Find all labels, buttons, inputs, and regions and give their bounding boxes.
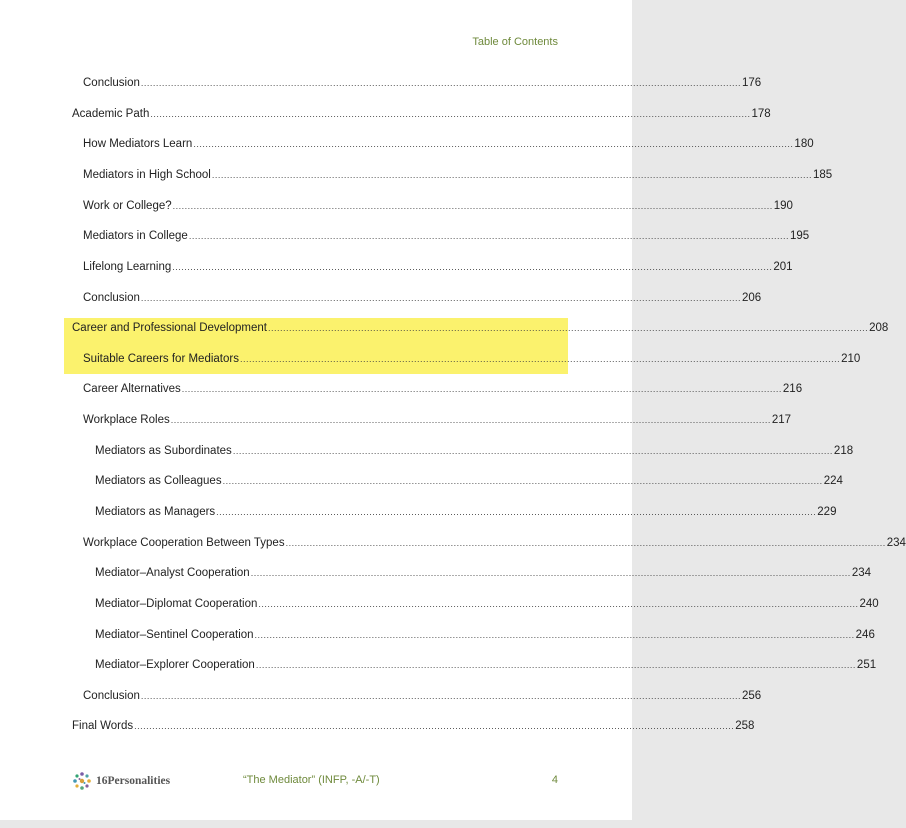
- footer-document-title: “The Mediator” (INFP, -A/-T): [243, 774, 380, 786]
- toc-entry[interactable]: [95, 628, 875, 642]
- toc-entry-title: Mediators as Colleagues: [95, 475, 222, 487]
- toc-entry-page: 206: [742, 292, 762, 304]
- toc-entry-title: Conclusion: [83, 292, 140, 304]
- toc-entry-highlighted[interactable]: [83, 352, 861, 366]
- toc-entry-title: Mediator–Explorer Cooperation: [95, 659, 255, 671]
- toc-entry-title: Mediator–Sentinel Cooperation: [95, 629, 254, 641]
- toc-entry-page: 258: [735, 720, 755, 732]
- toc-entry-page: 256: [742, 690, 762, 702]
- toc-leader-dots: ........................................................................................................................................................................................................: [140, 691, 742, 701]
- toc-leader-dots: ........................................................................................................................................................................................................: [222, 476, 823, 486]
- toc-leader-dots: ........................................................................................................................................................................................................: [267, 323, 869, 333]
- toc-entry-title: Work or College?: [83, 200, 172, 212]
- toc-entry-page: 234: [851, 567, 871, 579]
- toc-entry-title: Career Alternatives: [83, 383, 181, 395]
- toc-leader-dots: ........................................................................................................................................................................................................: [150, 109, 751, 119]
- toc-leader-dots: ........................................................................................................................................................................................................: [232, 446, 833, 456]
- toc-leader-dots: ........................................................................................................................................................................................................: [250, 568, 851, 578]
- toc-entry-page: 229: [817, 506, 837, 518]
- toc-entry[interactable]: [95, 474, 843, 488]
- toc-entry[interactable]: [95, 566, 871, 580]
- footer-logo: [72, 771, 170, 791]
- toc-entry-page: 201: [773, 261, 793, 273]
- toc-entry-page: 224: [823, 475, 843, 487]
- toc-entry-title: Mediator–Analyst Cooperation: [95, 567, 250, 579]
- toc-entry[interactable]: [83, 137, 814, 151]
- toc-entry[interactable]: [95, 444, 854, 458]
- toc-entry-title: Workplace Cooperation Between Types: [83, 537, 285, 549]
- toc-entry-page: 240: [859, 598, 879, 610]
- toc-entry-title: How Mediators Learn: [83, 138, 193, 150]
- toc-entry-page: 195: [789, 230, 810, 242]
- toc-leader-dots: ........................................................................................................................................................................................................: [258, 599, 859, 609]
- footer-page-number: 4: [551, 774, 558, 786]
- toc-entry-page: 251: [856, 659, 877, 671]
- toc-entry[interactable]: [95, 505, 837, 519]
- toc-entry-title: Lifelong Learning: [83, 261, 172, 273]
- toc-leader-dots: ........................................................................................................................................................................................................: [181, 384, 782, 394]
- toc-entry-page: 218: [833, 445, 854, 457]
- toc-entry-title: Mediators in College: [83, 230, 188, 242]
- toc-entry[interactable]: [95, 658, 877, 672]
- 16personalities-logo-icon: [72, 771, 92, 791]
- toc-leader-dots: ........................................................................................................................................................................................................: [140, 293, 742, 303]
- running-header: Table of Contents: [472, 36, 558, 48]
- toc-entry-title: Mediators as Subordinates: [95, 445, 232, 457]
- toc-entry-title: Academic Path: [72, 108, 150, 120]
- toc-entry[interactable]: [83, 536, 906, 550]
- toc-entry-page: 210: [841, 353, 861, 365]
- toc-leader-dots: ........................................................................................................................................................................................................: [140, 78, 742, 88]
- toc-entry-page: 234: [886, 537, 906, 549]
- toc-leader-dots: ........................................................................................................................................................................................................: [172, 262, 773, 272]
- toc-entry-page: 178: [751, 108, 771, 120]
- toc-entry[interactable]: [72, 719, 755, 733]
- toc-entry-page: 216: [782, 383, 803, 395]
- toc-entry-page: 190: [773, 200, 793, 212]
- toc-leader-dots: ........................................................................................................................................................................................................: [134, 721, 735, 731]
- toc-leader-dots: ........................................................................................................................................................................................................: [239, 354, 841, 364]
- toc-leader-dots: ........................................................................................................................................................................................................: [172, 201, 773, 211]
- toc-entry[interactable]: [83, 199, 793, 213]
- toc-leader-dots: ........................................................................................................................................................................................................: [188, 231, 789, 241]
- toc-entry-title: Mediators as Managers: [95, 506, 216, 518]
- toc-entry-title: Career and Professional Development: [72, 322, 267, 334]
- toc-entry-title: Conclusion: [83, 690, 140, 702]
- toc-entry-page: 217: [771, 414, 792, 426]
- toc-entry[interactable]: [83, 260, 793, 274]
- logo-text: 16Personalities: [96, 775, 171, 787]
- toc-entry-title: Final Words: [72, 720, 134, 732]
- toc-entry[interactable]: [72, 107, 771, 121]
- toc-leader-dots: ........................................................................................................................................................................................................: [285, 538, 886, 548]
- toc-leader-dots: ........................................................................................................................................................................................................: [193, 139, 794, 149]
- toc-entry-title: Mediator–Diplomat Cooperation: [95, 598, 258, 610]
- toc-entry[interactable]: [83, 291, 762, 305]
- toc-entry[interactable]: [83, 689, 762, 703]
- toc-entry-title: Mediators in High School: [83, 169, 211, 181]
- toc-leader-dots: ........................................................................................................................................................................................................: [255, 660, 856, 670]
- toc-entry-page: 180: [794, 138, 814, 150]
- toc-entry-title: Conclusion: [83, 77, 140, 89]
- toc-entry[interactable]: [83, 382, 803, 396]
- toc-entry[interactable]: [83, 168, 833, 182]
- toc-entry[interactable]: [83, 76, 762, 90]
- toc-leader-dots: ........................................................................................................................................................................................................: [216, 507, 817, 517]
- toc-leader-dots: ........................................................................................................................................................................................................: [211, 170, 812, 180]
- toc-entry-page: 246: [855, 629, 875, 641]
- toc-entry-page: 176: [742, 77, 762, 89]
- toc-leader-dots: ........................................................................................................................................................................................................: [170, 415, 771, 425]
- toc-leader-dots: ........................................................................................................................................................................................................: [254, 630, 855, 640]
- toc-entry[interactable]: [83, 229, 810, 243]
- toc-entry[interactable]: [83, 413, 792, 427]
- toc-entry-title: Workplace Roles: [83, 414, 170, 426]
- toc-entry-page: 208: [869, 322, 889, 334]
- toc-entry-page: 185: [812, 169, 833, 181]
- toc-entry-title: Suitable Careers for Mediators: [83, 353, 239, 365]
- toc-entry[interactable]: [95, 597, 879, 611]
- toc-entry-highlighted[interactable]: [72, 321, 889, 335]
